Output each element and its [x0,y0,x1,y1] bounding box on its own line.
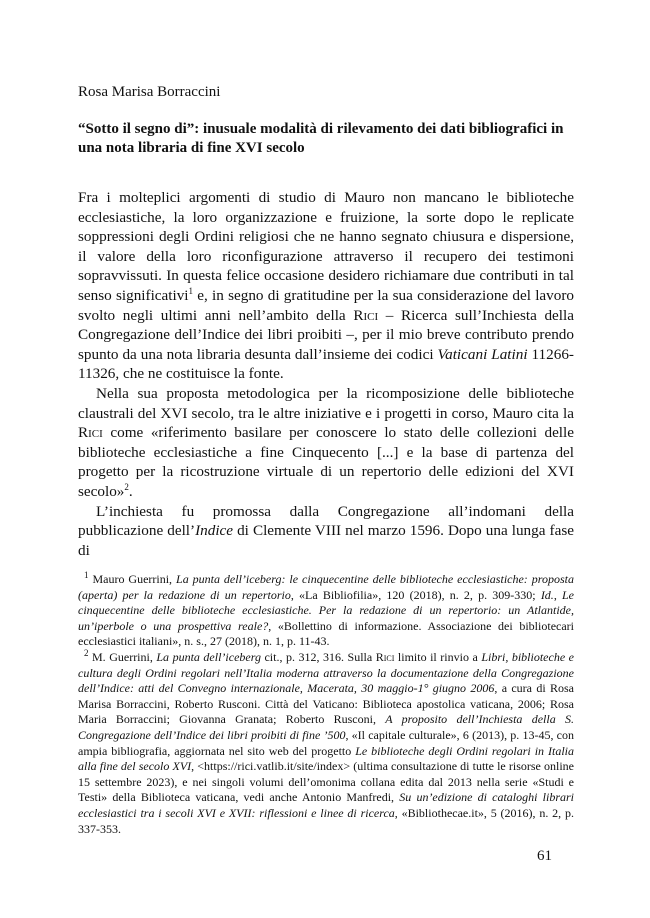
paragraph-2: Nella sua proposta metodologica per la ricomposizione delle biblioteche claustrali del XVI secolo, tra le altre iniziative e i progetti in corso, Mauro cita la Rici come «riferimento basilare per conoscere lo stato delle collezioni delle biblioteche ecclesiastiche a fine Cinquecento [...] e la base di partenza del progetto per la ricostruzione virtuale di un repertorio delle edizioni del XVI secolo»$^2$. [78,384,574,500]
footnote-number: 2 [84,647,89,658]
footnote-ref-1[interactable]: 1 [188,285,194,296]
footnote-1: $^1$ Mauro Guerrini, La punta dell’iceberg: le cinquecentine delle biblioteche ecclesiastiche: proposta (aperta) per la redazione di un repertorio, «La Bibliofilia», 120 (2018), n. 2, p. 309-330; Id., Le cinquecentine delle biblioteche ecclesiastiche. Per la redazione di un repertorio: un Atlantide, un’iperbole o una prospettiva reale?, «Bollettino di informazione. Associazione dei bibliotecari ecclesiastici italiani», n. s., 27 (2018), n. 1, p. 11-43. [78,570,574,649]
footnote-number: 1 [84,570,89,580]
rici-acronym: Rici [375,649,395,664]
author-name: Rosa Marisa Borraccini [78,84,221,100]
footnote-2: $^2$ M. Guerrini, La punta dell’iceberg cit., p. 312, 316. Sulla Rici limito il rinvio a Libri, biblioteche e cultura degli Ordini regolari nell’Italia moderna attraverso la documentazione della Congregazione dell’Indice: atti del Convegno internazionale, Macerata, 30 maggio-1° giugno 2006, a cura di Rosa Marisa Borraccini, Roberto Rusconi. Città del Vaticano: Biblioteca apostolica vaticana, 2006; Rosa Maria Borraccini; Giovanna Granata; Roberto Rusconi, A proposito dell’Inchiesta della S. Congregazione dell’Indice dei libri proibiti di fine ’500, «Il capitale culturale», 6 (2013), p. 13-45, con ampia bibliografia, aggiornata nel sito web del progetto Le biblioteche degli Ordini regolari in Italia alla fine del secolo XVI, <https://rici.vatlib.it/site/index> (ultima consultazione di tutte le risorse online 15 settembre 2023), e nei singoli volumi dell’omonima collana edita dal 2013 nella serie «Studi e Testi» della Biblioteca vaticana, vedi anche Antonio Manfredi, Su un’edizione di cataloghi librari ecclesiastici tra i secoli XVI e XVII: riflessioni e linee di ricerca, «Bibliothecae.it», 5 (2016), n. 2, p. 337-353. [78,647,575,836]
body-text [78,188,574,560]
footnotes [78,572,574,837]
rici-url: , <https://rici.vatlib.it/site/index> (ultima consultazione di tutte le risorse online 15 settembre 2023), e nei singoli volumi dell’omonima collana edita dal 2013 nella serie «Studi e Testi» della Biblioteca vaticana, vedi anche Antonio Manfredi, [78,759,574,805]
page-number: 61 [537,848,552,864]
footnote-ref-2[interactable]: 2 [124,481,129,492]
rici-acronym: Rici [353,306,379,324]
paragraph-3: L’inchiesta fu promossa dalla Congregazione all’indomani della pubblicazione dell’Indice di Clemente VIII nel marzo 1596. Dopo una lunga fase di [78,502,574,559]
article-title: “Sotto il segno di”: inusuale modalità di rilevamento dei dati bibliografici in una nota libraria di fine XVI secolo [78,121,564,156]
rici-acronym: Rici [78,424,103,442]
paragraph-1: Fra i molteplici argomenti di studio di Mauro non mancano le biblioteche ecclesiastiche, la loro organizzazione e fruizione, la sorte dopo le replicate soppressioni degli Ordini religiosi che ne hanno segnato chiusura e dispersione, il valore della loro riconfigurazione attraverso il recupero dei testimoni sopravvissuti. In questa felice occasione desidero richiamare due contributi in tal senso significativi$^1$ e, in segno di gratitudine per la sua considerazione del lavoro svolto negli ultimi anni nell’ambito della Rici – Ricerca sull’Inchiesta della Congregazione dell’Indice dei libri proibiti –, per il mio breve contributo prendo spunto da una nota libraria desunta dall’insieme dei codici Vaticani Latini 11266-11326, che ne costituisce la fonte. [78,189,574,383]
